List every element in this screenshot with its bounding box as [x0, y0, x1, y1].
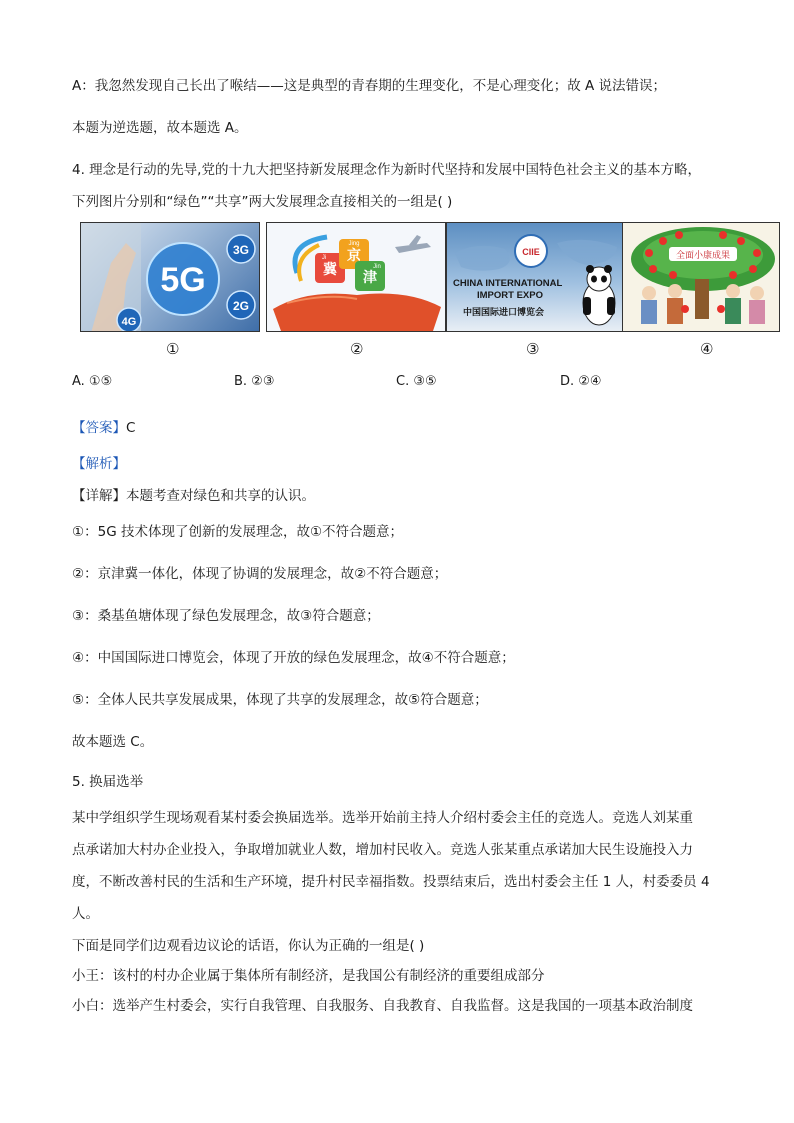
q5-para-line4: 人。 [72, 906, 99, 922]
label-4g: 4G [121, 316, 137, 328]
q4-stem-line1: 4. 理念是行动的先导,党的十九大把坚持新发展理念作为新时代坚持和发展中国特色社会主义的基本方略， [72, 162, 701, 178]
answer-value: C [126, 420, 136, 436]
analysis-item-2: ②：京津冀一体化，体现了协调的发展理念，故②不符合题意； [72, 566, 448, 582]
import-expo-illustration [447, 223, 626, 332]
answer-line [72, 416, 135, 436]
analysis-item-1: ①：5G 技术体现了创新的发展理念，故①不符合题意； [72, 524, 404, 540]
label-import-expo: IMPORT EXPO [477, 290, 543, 301]
q5-xiaobai: 小白：选举产生村委会，实行自我管理、自我服务、自我教育、自我监督。这是我国的一项基本政治制度 [72, 998, 693, 1014]
q4-stem-line2: 下列图片分别和“绿色”“共享”两大发展理念直接相关的一组是( ) [72, 194, 453, 210]
label-expo-cn: 中国国际进口博览会 [463, 308, 545, 318]
answer-tag: 【答案】 [72, 420, 126, 436]
detail-text: 本题考查对绿色和共享的认识。 [126, 488, 315, 504]
image-import-expo [446, 222, 626, 332]
image-label-3: ③ [526, 340, 540, 358]
label-jing: 京 [347, 248, 361, 264]
option-a: A. ①⑤ [72, 374, 113, 389]
label-ji-pinyin: Ji [321, 255, 327, 261]
label-jin-pinyin: Jin [373, 264, 381, 270]
option-d: D. ②④ [560, 374, 602, 389]
prosperity-tree-illustration [623, 223, 780, 332]
image-prosperity-tree [622, 222, 780, 332]
label-3g: 3G [232, 243, 250, 257]
detail-line [72, 484, 315, 504]
label-2g: 2G [232, 299, 250, 313]
label-prosperity: 全面小康成果 [675, 251, 731, 261]
label-ji: 冀 [323, 262, 337, 278]
label-jin: 津 [363, 270, 377, 286]
image-label-1: ① [166, 340, 180, 358]
q5-para-line1: 某中学组织学生现场观看某村委会换届选举。选举开始前主持人介绍村委会主任的竞选人。竞选人刘某重 [72, 810, 693, 826]
analysis-item-3: ③：桑基鱼塘体现了绿色发展理念，故③符合题意； [72, 608, 380, 624]
image-5g [80, 222, 260, 332]
prev-conclusion: 本题为逆选题，故本题选 A。 [72, 120, 248, 136]
q5-xiaowang: 小王：该村的村办企业属于集体所有制经济，是我国公有制经济的重要组成部分 [72, 968, 545, 984]
q4-conclusion: 故本题选 C。 [72, 734, 154, 750]
image-label-4: ④ [700, 340, 714, 358]
analysis-item-4: ④：中国国际进口博览会，体现了开放的绿色发展理念，故④不符合题意； [72, 650, 515, 666]
image-label-2: ② [350, 340, 364, 358]
q5-para-line3: 度，不断改善村民的生活和生产环境，提升村民幸福指数。投票结束后，选出村委会主任 1 人，村委委员 4 [72, 874, 710, 890]
q5-ask: 下面是同学们边观看边议论的话语，你认为正确的一组是( ) [72, 938, 425, 954]
detail-tag: 【详解】 [72, 488, 126, 504]
5g-network-illustration [81, 223, 260, 332]
image-jingjinji [266, 222, 446, 332]
jingjinji-puzzle-illustration [267, 223, 446, 332]
option-c: C. ③⑤ [396, 374, 437, 389]
label-5g: 5G [160, 261, 206, 299]
label-ciie: CIIE [522, 247, 540, 257]
option-b: B. ②③ [234, 374, 275, 389]
analysis-item-5: ⑤：全体人民共享发展成果，体现了共享的发展理念，故⑤符合题意； [72, 692, 488, 708]
analysis-tag: 【解析】 [72, 456, 126, 472]
q5-title: 5. 换届选举 [72, 774, 144, 790]
label-jing-pinyin: Jing [348, 241, 360, 247]
label-china-international: CHINA INTERNATIONAL [453, 278, 563, 289]
prev-answer-line: A：我忽然发现自己长出了喉结——这是典型的青春期的生理变化，不是心理变化；故 A 说法错误； [72, 78, 667, 94]
q5-para-line2: 点承诺加大村办企业投入，争取增加就业人数，增加村民收入。竞选人张某重点承诺加大民生设施投入力 [72, 842, 693, 858]
